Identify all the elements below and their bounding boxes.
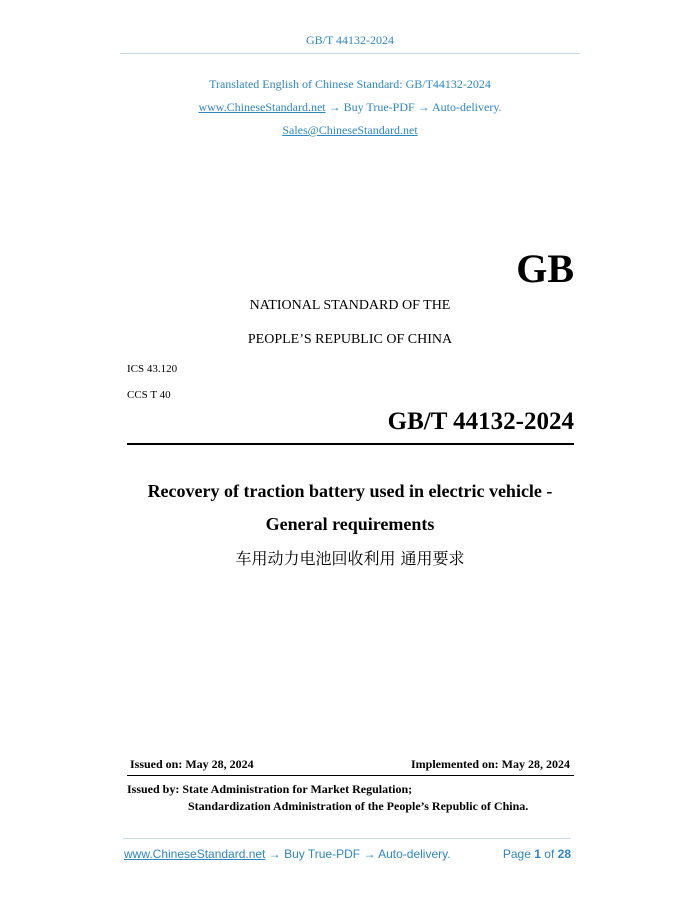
footer-site-link[interactable]: www.ChineseStandard.net [124,847,266,861]
page-of: of [544,847,555,861]
standard-number: GB/T 44132-2024 [387,408,574,435]
header-divider [120,53,580,54]
email-link[interactable]: Sales@ChineseStandard.net [282,123,418,137]
page-current: 1 [534,847,541,861]
chinese-title: 车用动力电池回收利用 通用要求 [235,549,465,568]
promo-suffix: → Buy True-PDF → Auto-delivery. [325,100,502,114]
running-header: GB/T 44132-2024 [305,33,395,47]
issued-by-line2: Standardization Administration of the People’s Republic of China. [188,799,529,813]
issued-by-line1: Issued by: State Administration for Market Regulation; [127,782,413,796]
email-line [0,123,700,138]
ics-code: ICS 43.120 [127,363,178,375]
page-total: 28 [557,847,571,861]
footer-promo-suffix: → Buy True-PDF → Auto-delivery. [265,847,451,861]
document-title-line2: General requirements [265,514,435,534]
page-indicator [503,847,571,861]
translation-notice: Translated English of Chinese Standard: GB/T44132-2024 [209,77,491,91]
footer-divider [123,838,571,839]
page-label: Page [502,847,531,861]
dates-rule [127,775,574,776]
gb-mark: GB [516,246,574,291]
ccs-code: CCS T 40 [127,389,171,401]
footer-promo [124,847,451,861]
national-standard-line1: NATIONAL STANDARD OF THE [249,298,451,313]
number-rule [127,443,574,445]
promo-line [0,100,700,115]
document-title-line1: Recovery of traction battery used in electric vehicle - [147,481,553,501]
issued-on: Issued on: May 28, 2024 [130,757,254,771]
national-standard-line2: PEOPLE’S REPUBLIC OF CHINA [247,332,453,347]
implemented-on: Implemented on: May 28, 2024 [411,757,570,771]
site-link[interactable]: www.ChineseStandard.net [198,100,326,114]
